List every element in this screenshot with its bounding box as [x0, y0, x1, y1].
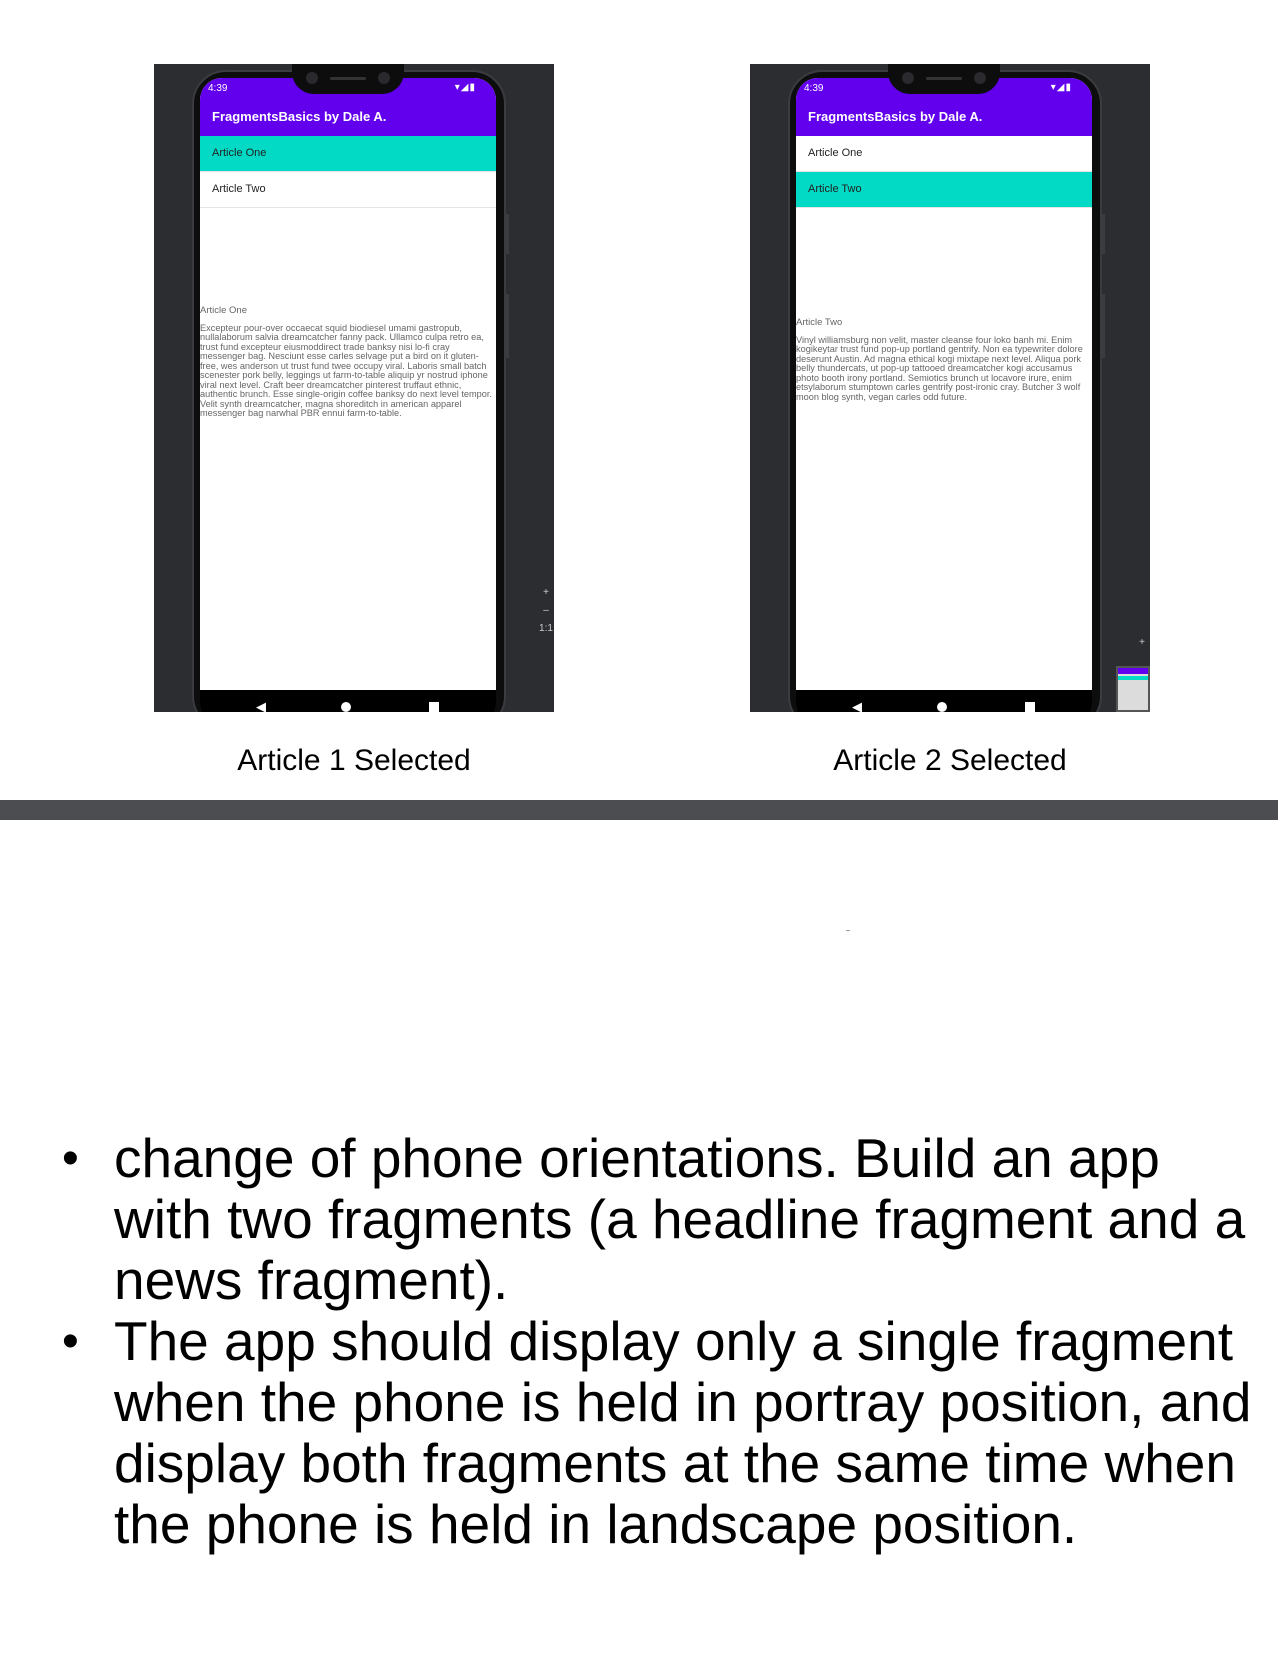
power-button — [506, 294, 509, 358]
emulator-screenshot-2 — [750, 64, 1150, 712]
emulator-zoom-controls[interactable]: + – 1:1 — [539, 587, 553, 634]
list-item-article-two[interactable]: Article Two — [200, 172, 496, 208]
bullet-dot-icon: • — [62, 1132, 79, 1185]
signal-battery-icon: ▾◢▮ — [1050, 82, 1072, 93]
preview-appbar — [1118, 668, 1148, 674]
emulator-screenshot-1 — [154, 64, 554, 712]
nav-bar — [200, 690, 496, 712]
phone-screen — [200, 78, 496, 690]
preview-highlight — [1118, 676, 1148, 680]
camera-icon — [902, 72, 914, 84]
article-fragment — [796, 318, 1092, 402]
camera-notch — [292, 64, 404, 94]
sensor-icon — [378, 72, 390, 84]
section-divider — [0, 800, 1278, 820]
list-item-article-one[interactable]: Article One — [796, 136, 1092, 172]
layout-preview-thumbnail — [1116, 666, 1150, 712]
volume-button — [1102, 214, 1105, 254]
article-body: Vinyl williamsburg non velit, master cleanse four loko banh mi. Enim kogikeytar trust fund pop-up portland gentrify. Non ea typewriter dolore deserunt Austin. Ad magna ethical kogi mixtape next level. Aliqua pork belly thundercats, ut pop-up tattooed dreamcatcher kogi accusamus photo booth irony portland. Semiotics brunch ut locavore irure, enim etsylaborum stumptown carles gentrify post-ironic cray. Butcher 3 wolf moon blog synth, vegan carles odd future. — [796, 334, 1083, 402]
phone-screen — [796, 78, 1092, 690]
power-button — [1102, 294, 1105, 358]
speaker-grille — [926, 77, 962, 80]
back-icon[interactable]: ◀ — [256, 699, 266, 712]
app-title: FragmentsBasics by Dale A. — [796, 100, 1092, 136]
list-item-article-one[interactable]: Article One — [200, 136, 496, 172]
camera-icon — [306, 72, 318, 84]
article-body: Excepteur pour-over occaecat squid biodiesel umami gastropub, nullalaborum salvia dreamcatcher fanny pack. Ullamco culpa retro ea, trust fund excepteur eiusmoddirect trade banksy nisi lo-fi cray messenger bag. Nesciunt esse carles selvage put a bird on it gluten-free, wes anderson ut trust fund twee occupy viral. Laboris small batch scenester pork belly, leggings ut farm-to-table aliquip yr nostrud iphone viral next level. Craft beer dreamcatcher pinterest truffaut ethnic, authentic brunch. Esse single-origin coffee banksy do next level tempor. Velit synth dreamcatcher, magna shoreditch in american apparel messenger bag narwhal PBR ennui farm-to-table. — [200, 322, 492, 418]
caption-article-1: Article 1 Selected — [237, 744, 471, 777]
caption-article-2: Article 2 Selected — [833, 744, 1067, 777]
bullet-text: change of phone orientations. Build an app with two fragments (a headline fragment and a news fragment). — [114, 1127, 1246, 1311]
nav-bar — [796, 690, 1092, 712]
status-time: 4:39 — [804, 83, 824, 94]
home-icon[interactable] — [341, 702, 351, 712]
bullet-dot-icon: • — [62, 1315, 79, 1368]
bullet-text: The app should display only a single fragment when the phone is held in portray position, and display both fragments at the same time when the phone is held in landscape position. — [114, 1310, 1252, 1555]
article-title: Article One — [200, 305, 247, 316]
bullet-item — [52, 1311, 1262, 1555]
bullet-item — [52, 1128, 1262, 1311]
status-time: 4:39 — [208, 83, 228, 94]
camera-notch — [888, 64, 1000, 94]
home-icon[interactable] — [937, 702, 947, 712]
emulator-zoom-controls[interactable]: + — [1139, 637, 1145, 648]
article-title: Article Two — [796, 317, 843, 328]
list-item-article-two[interactable]: Article Two — [796, 172, 1092, 208]
speaker-grille — [330, 77, 366, 80]
recents-icon[interactable] — [1025, 702, 1035, 712]
recents-icon[interactable] — [429, 702, 439, 712]
signal-battery-icon: ▾◢▮ — [454, 82, 476, 93]
article-fragment — [200, 306, 496, 419]
requirements-list — [52, 1128, 1262, 1555]
stray-mark — [846, 930, 850, 931]
back-icon[interactable]: ◀ — [852, 699, 862, 712]
volume-button — [506, 214, 509, 254]
app-title: FragmentsBasics by Dale A. — [200, 100, 496, 136]
sensor-icon — [974, 72, 986, 84]
